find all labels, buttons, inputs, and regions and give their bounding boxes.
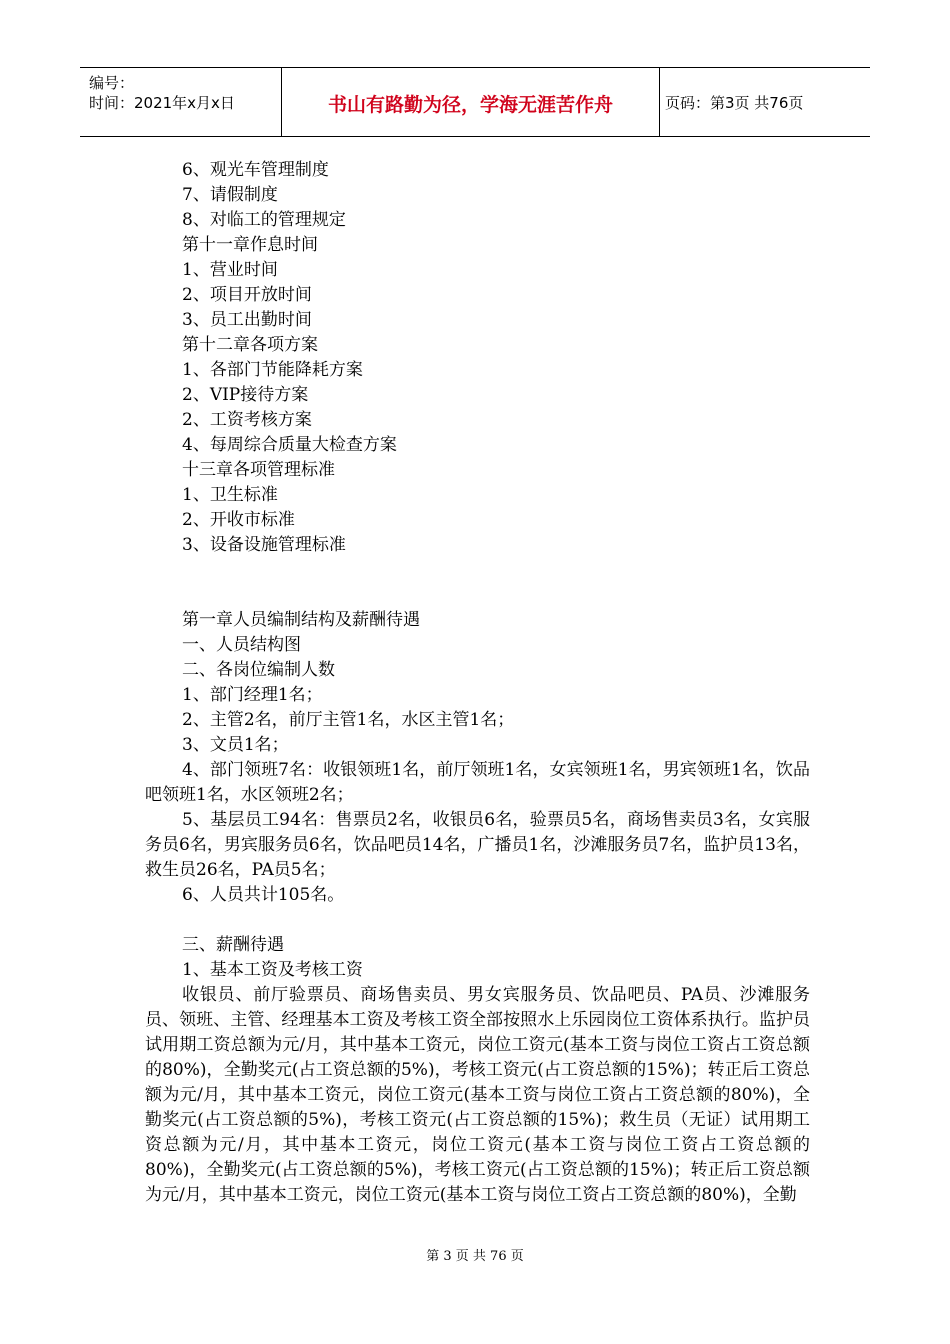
toc-chapter-heading: 十三章各项管理标准 — [182, 460, 335, 480]
toc-line: 2、开收市标准 — [182, 510, 295, 530]
toc-line: 1、营业时间 — [182, 260, 278, 280]
toc-chapter-heading: 第十一章作息时间 — [182, 235, 318, 255]
staffing-line: 2、主管2名，前厅主管1名，水区主管1名； — [182, 710, 515, 730]
document-number-label: 编号： — [89, 74, 135, 92]
toc-line: 2、工资考核方案 — [182, 410, 312, 430]
toc-line: 6、观光车管理制度 — [182, 160, 329, 180]
toc-line: 2、项目开放时间 — [182, 285, 312, 305]
page-header — [80, 67, 870, 137]
header-page-info: 页码：第3页 共76页 — [665, 94, 804, 112]
header-left-cell — [80, 68, 282, 136]
toc-line: 1、卫生标准 — [182, 485, 278, 505]
document-body — [145, 158, 810, 1208]
staffing-paragraph: 5、基层员工94名：售票员2名，收银员6名，验票员5名，商场售卖员3名，女宾服务员6名，男宾服务员6名，饮品吧员14名，广播员1名，沙滩服务员7名，监护员13名，救生员26名，PA员5名； — [145, 810, 810, 880]
toc-line: 4、每周综合质量大检查方案 — [182, 435, 397, 455]
document-date: 时间：2021年x月x日 — [89, 94, 235, 112]
chapter-heading: 第一章人员编制结构及薪酬待遇 — [182, 610, 420, 630]
toc-line: 1、各部门节能降耗方案 — [182, 360, 363, 380]
toc-line: 3、设备设施管理标准 — [182, 535, 346, 555]
section-heading: 一、人员结构图 — [182, 635, 301, 655]
staffing-line: 1、部门经理1名； — [182, 685, 323, 705]
toc-chapter-heading: 第十二章各项方案 — [182, 335, 318, 355]
subsection-heading: 1、基本工资及考核工资 — [182, 960, 363, 980]
staffing-line: 6、人员共计105名。 — [182, 885, 345, 905]
toc-line: 3、员工出勤时间 — [182, 310, 312, 330]
staffing-paragraph: 4、部门领班7名：收银领班1名，前厅领班1名，女宾领班1名，男宾领班1名，饮品吧领班1名，水区领班2名； — [145, 760, 810, 805]
toc-line: 8、对临工的管理规定 — [182, 210, 346, 230]
section-heading: 三、薪酬待遇 — [182, 935, 284, 955]
header-middle-cell — [282, 68, 660, 136]
header-motto: 书山有路勤为径，学海无涯苦作舟 — [327, 94, 613, 116]
page-footer: 第 3 页 共 76 页 — [426, 1249, 524, 1264]
header-right-cell — [660, 68, 870, 136]
toc-line: 2、VIP接待方案 — [182, 385, 309, 405]
toc-line: 7、请假制度 — [182, 185, 278, 205]
staffing-line: 3、文员1名； — [182, 735, 289, 755]
salary-paragraph: 收银员、前厅验票员、商场售卖员、男女宾服务员、饮品吧员、PA员、沙滩服务员、领班、主管、经理基本工资及考核工资全部按照水上乐园岗位工资体系执行。监护员试用期工资总额为元/月，其中基本工资元，岗位工资元(基本工资与岗位工资占工资总额的80%)，全勤奖元(占工资总额的5%)，考核工资元(占工资总额的15%)；转正后工资总额为元/月，其中基本工资元，岗位工资元(基本工资与岗位工资占工资总额的80%)，全勤奖元(占工资总额的5%)，考核工资元(占工资总额的15%)；救生员（无证）试用期工资总额为元/月，其中基本工资元，岗位工资元(基本工资与岗位工资占工资总额的80%)，全勤奖元(占工资总额的5%)，考核工资元(占工资总额的15%)；转正后工资总额为元/月，其中基本工资元，岗位工资元(基本工资与岗位工资占工资总额的80%)，全勤 — [145, 985, 810, 1205]
section-heading: 二、各岗位编制人数 — [182, 660, 335, 680]
